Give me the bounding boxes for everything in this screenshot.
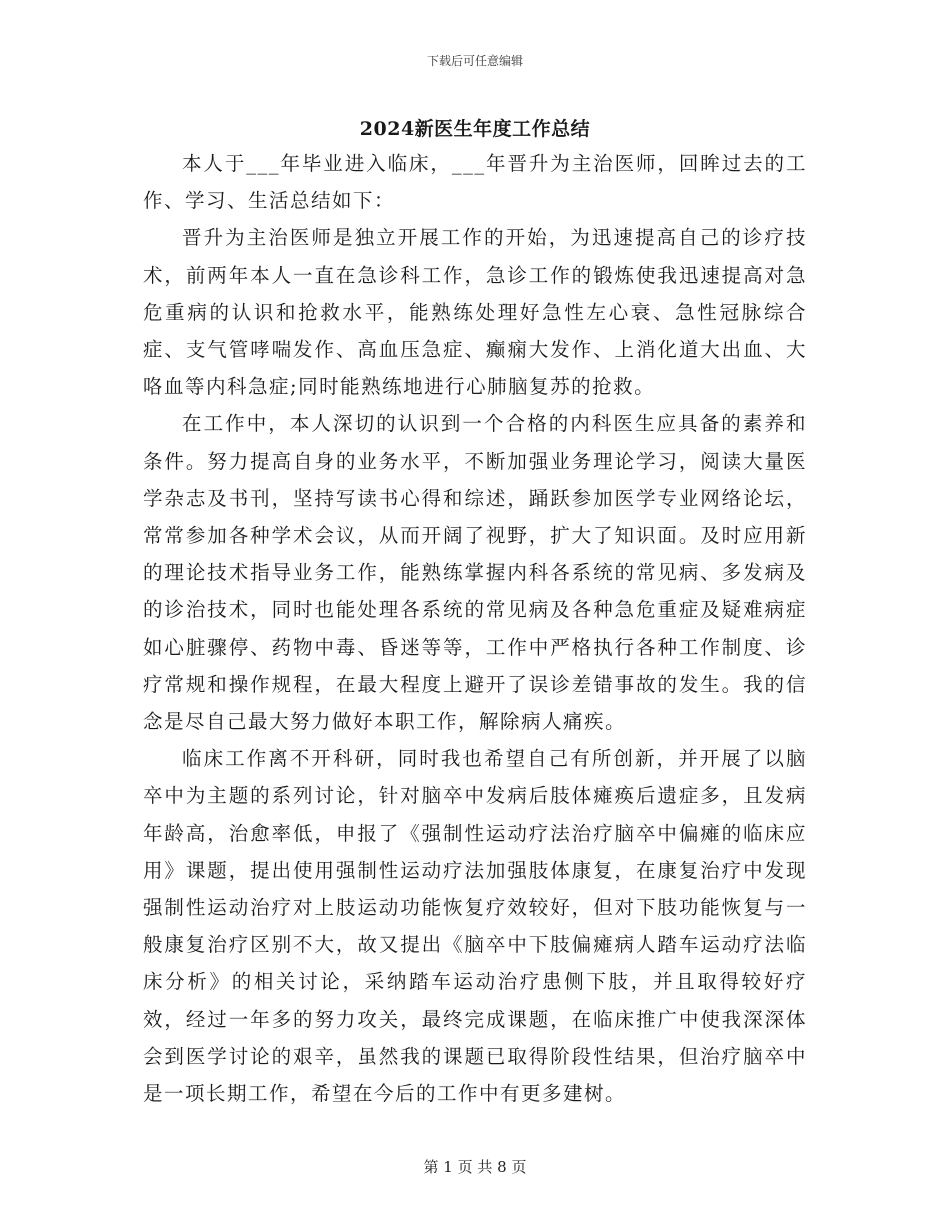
document-title: 2024新医生年度工作总结 [359,118,591,140]
page-number: 第 1 页 共 8 页 [423,1158,527,1176]
document-body [143,145,807,1112]
paragraph: 在工作中，本人深切的认识到一个合格的内科医生应具备的素养和条件。努力提高自身的业务水平，不断加强业务理论学习，阅读大量医学杂志及书刊，坚持写读书心得和综述，踊跃参加医学专业网络论坛，常常参加各种学术会议，从而开阔了视野，扩大了知识面。及时应用新的理论技术指导业务工作，能熟练掌握内科各系统的常见病、多发病及的诊治技术，同时也能处理各系统的常见病及各种急危重症及疑难病症如心脏骤停、药物中毒、昏迷等等，工作中严格执行各种工作制度、诊疗常规和操作规程，在最大程度上避开了误诊差错事故的发生。我的信念是尽自己最大努力做好本职工作，解除病人痛疾。 [143,412,807,734]
header-note: 下载后可任意编辑 [426,54,523,68]
paragraph: 本人于___年毕业进入临床，___年晋升为主治医师，回眸过去的工作、学习、生活总结如下： [143,152,807,213]
paragraph: 晋升为主治医师是独立开展工作的开始，为迅速提高自己的诊疗技术，前两年本人一直在急诊科工作，急诊工作的锻炼使我迅速提高对急危重病的认识和抢救水平，能熟练处理好急性左心衰、急性冠脉综合症、支气管哮喘发作、高血压急症、癫痫大发作、上消化道大出血、大咯血等内科急症;同时能熟练地进行心肺脑复苏的抢救。 [143,226,807,399]
paragraph: 临床工作离不开科研，同时我也希望自己有所创新，并开展了以脑卒中为主题的系列讨论，针对脑卒中发病后肢体瘫痪后遗症多，且发病年龄高，治愈率低，申报了《强制性运动疗法治疗脑卒中偏瘫的临床应用》课题，提出使用强制性运动疗法加强肢体康复，在康复治疗中发现强制性运动治疗对上肢运动功能恢复疗效较好，但对下肢功能恢复与一般康复治疗区别不大，故又提出《脑卒中下肢偏瘫病人踏车运动疗法临床分析》的相关讨论，采纳踏车运动治疗患侧下肢，并且取得较好疗效，经过一年多的努力攻关，最终完成课题，在临床推广中使我深深体会到医学讨论的艰辛，虽然我的课题已取得阶段性结果，但治疗脑卒中是一项长期工作，希望在今后的工作中有更多建树。 [143,747,807,1106]
